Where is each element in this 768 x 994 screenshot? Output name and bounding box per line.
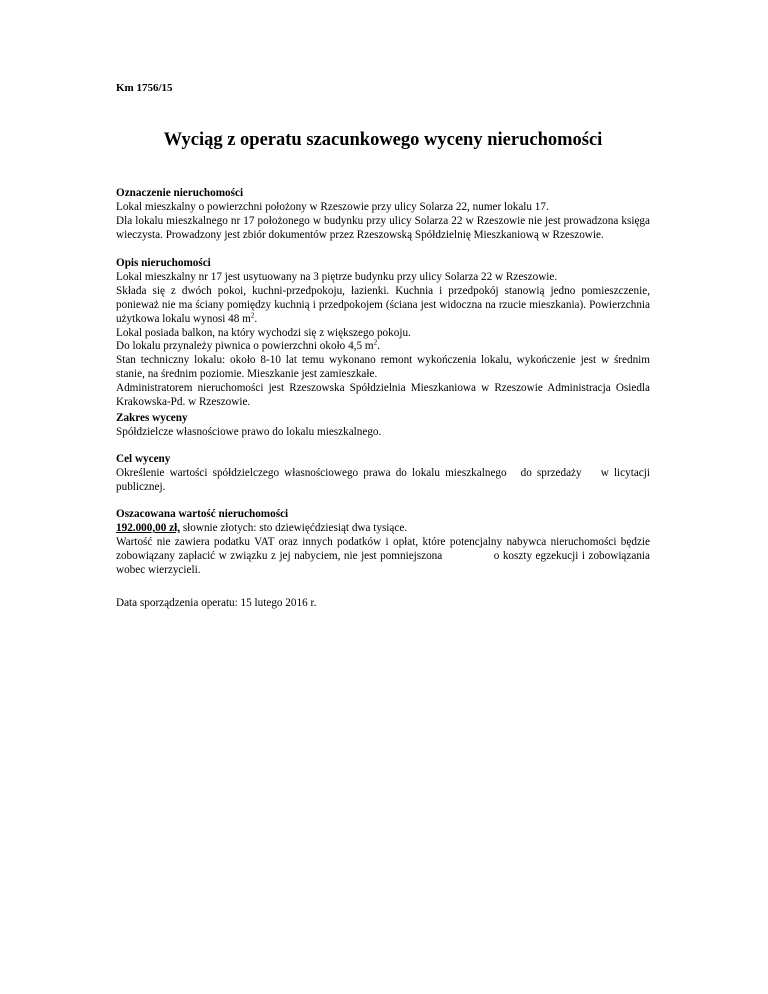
- paragraph: Dla lokalu mieszkalnego nr 17 położonego w budynku przy ulicy Solarza 22 w Rzeszowie nie jest prowadzona księga wieczysta. Prowadzony jest zbiór dokumentów przez Rzeszowską Spółdzielnię Mieszkaniową w Rzeszowie.: [116, 214, 650, 241]
- paragraph-text: w licytacji publicznej.: [116, 466, 650, 493]
- paragraph-text: Składa się z dwóch pokoi, kuchni-przedpokoju, łazienki. Kuchnia i przedpokój stanowią jedno pomieszczenie, ponieważ nie ma ściany pomiędzy kuchnią i przedpokojem (ściana jest widoczna na rzucie mieszkania). Powierzchnia użytkowa lokalu wynosi 48 m: [116, 284, 650, 325]
- document-title: Wyciąg z operatu szacunkowego wyceny nieruchomości: [163, 130, 603, 150]
- section-heading: Opis nieruchomości: [116, 257, 211, 269]
- estimated-amount: 192.000,00 zł,: [116, 521, 181, 534]
- superscript: 2: [373, 338, 378, 347]
- paragraph: [116, 536, 650, 578]
- section-heading: Oszacowana wartość nieruchomości: [116, 508, 289, 520]
- section-heading: Oznaczenie nieruchomości: [116, 187, 244, 199]
- paragraph-text: Określenie wartości spółdzielczego własnościowego prawa do lokalu mieszkalnego: [116, 466, 507, 479]
- paragraph: [116, 285, 650, 327]
- section-property-description: [116, 257, 650, 410]
- paragraph-text: do sprzedaży: [520, 466, 582, 479]
- paragraph: Lokal mieszkalny nr 17 jest usytuowany na 3 piętrze budynku przy ulicy Solarza 22 w Rzeszowie.: [116, 270, 558, 283]
- paragraph: Spółdzielcze własnościowe prawo do lokalu mieszkalnego.: [116, 425, 382, 438]
- paragraph: [116, 522, 650, 536]
- report-date: Data sporządzenia operatu: 15 lutego 2016 r.: [116, 597, 317, 609]
- paragraph: [116, 340, 650, 354]
- paragraph: Lokal posiada balkon, na który wychodzi się z większego pokoju.: [116, 326, 411, 339]
- paragraph-text: .: [377, 340, 380, 353]
- section-valuation-scope: [116, 412, 650, 440]
- section-property-designation: [116, 187, 650, 243]
- section-valuation-purpose: [116, 453, 650, 495]
- paragraph-text: .: [254, 312, 258, 325]
- paragraph: Stan techniczny lokalu: około 8-10 lat temu wykonano remont wykończenia lokalu, wykończenie jest w średnim stanie, na średnim poziomie. Mieszkanie jest zamieszkałe.: [116, 354, 650, 381]
- section-estimated-value: [116, 508, 650, 578]
- section-heading: Zakres wyceny: [116, 412, 188, 424]
- paragraph: Lokal mieszkalny o powierzchni położony w Rzeszowie przy ulicy Solarza 22, numer lokalu 17.: [116, 200, 549, 213]
- amount-in-words: słownie złotych: sto dziewięćdziesiąt dwa tysiące.: [180, 521, 408, 534]
- case-number: Km 1756/15: [116, 82, 173, 94]
- paragraph-text: o koszty egzekucji i zobowiązania wobec wierzycieli.: [116, 549, 651, 576]
- paragraph: [116, 467, 650, 495]
- superscript: 2: [250, 310, 255, 319]
- paragraph-text: Wartość nie zawiera podatku VAT oraz innych podatków i opłat, które potencjalny nabywca nieruchomości będzie zobowiązany zapłacić w związku z jej nabyciem, nie jest pomniejszona: [116, 535, 650, 562]
- paragraph-text: Do lokalu przynależy piwnica o powierzchni około 4,5 m: [116, 340, 374, 353]
- paragraph: Administratorem nieruchomości jest Rzeszowska Spółdzielnia Mieszkaniowa w Rzeszowie Administracja Osiedla Krakowska-Pd. w Rzeszowie.: [116, 382, 650, 409]
- section-heading: Cel wyceny: [116, 453, 171, 465]
